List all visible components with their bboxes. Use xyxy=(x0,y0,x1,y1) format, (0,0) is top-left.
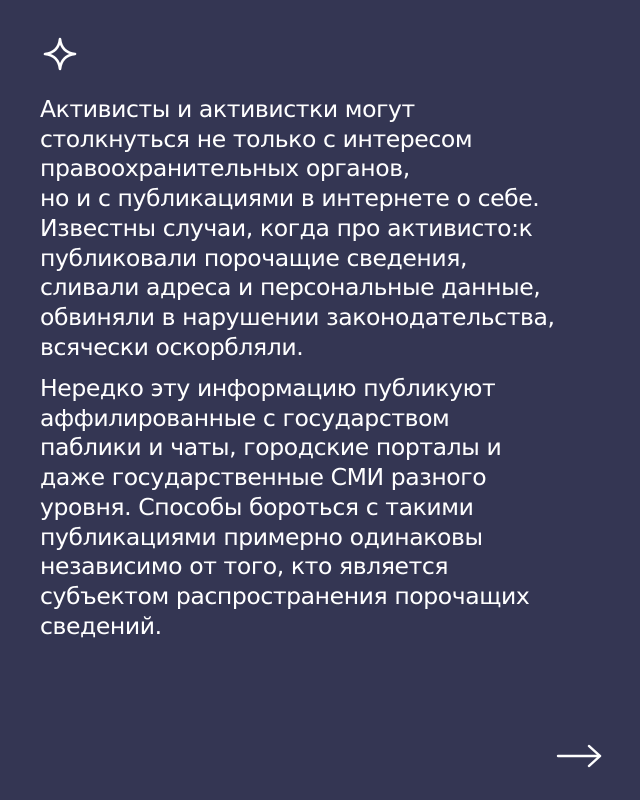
paragraph-line: Известны случаи, когда про активисто:к xyxy=(40,213,533,242)
paragraph-line: столкнуться не только с интересом xyxy=(40,124,473,153)
paragraph-line: даже государственные СМИ разного xyxy=(40,463,487,492)
paragraph-line: всячески оскорбляли. xyxy=(40,332,304,361)
arrow-right-icon[interactable] xyxy=(556,742,604,770)
paragraph-line: но и с публикациями в интернете о себе. xyxy=(40,184,540,213)
paragraph-line: Нередко эту информацию публикуют xyxy=(40,374,496,402)
sparkle-icon xyxy=(42,36,78,72)
paragraph-1 xyxy=(40,95,620,362)
paragraph-line: обвиняли в нарушении законодательства, xyxy=(40,302,555,331)
paragraph-line: субъектом распространения порочащих xyxy=(40,581,530,610)
paragraph-line: сливали адреса и персональные данные, xyxy=(40,273,541,302)
paragraph-line: Активисты и активистки могут xyxy=(40,95,415,123)
paragraph-line: правоохранительных органов, xyxy=(40,154,410,183)
paragraph-line: сведений. xyxy=(40,611,162,640)
paragraph-2 xyxy=(40,374,620,641)
paragraph-line: паблики и чаты, городские порталы и xyxy=(40,433,502,462)
paragraph-line: публиковали порочащие сведения, xyxy=(40,243,468,272)
paragraph-line: уровня. Способы бороться с такими xyxy=(40,492,474,521)
paragraph-line: независимо от того, кто является xyxy=(40,552,449,581)
paragraph-line: аффилированные с государством xyxy=(40,403,450,432)
paragraph-line: публикациями примерно одинаковы xyxy=(40,522,483,551)
